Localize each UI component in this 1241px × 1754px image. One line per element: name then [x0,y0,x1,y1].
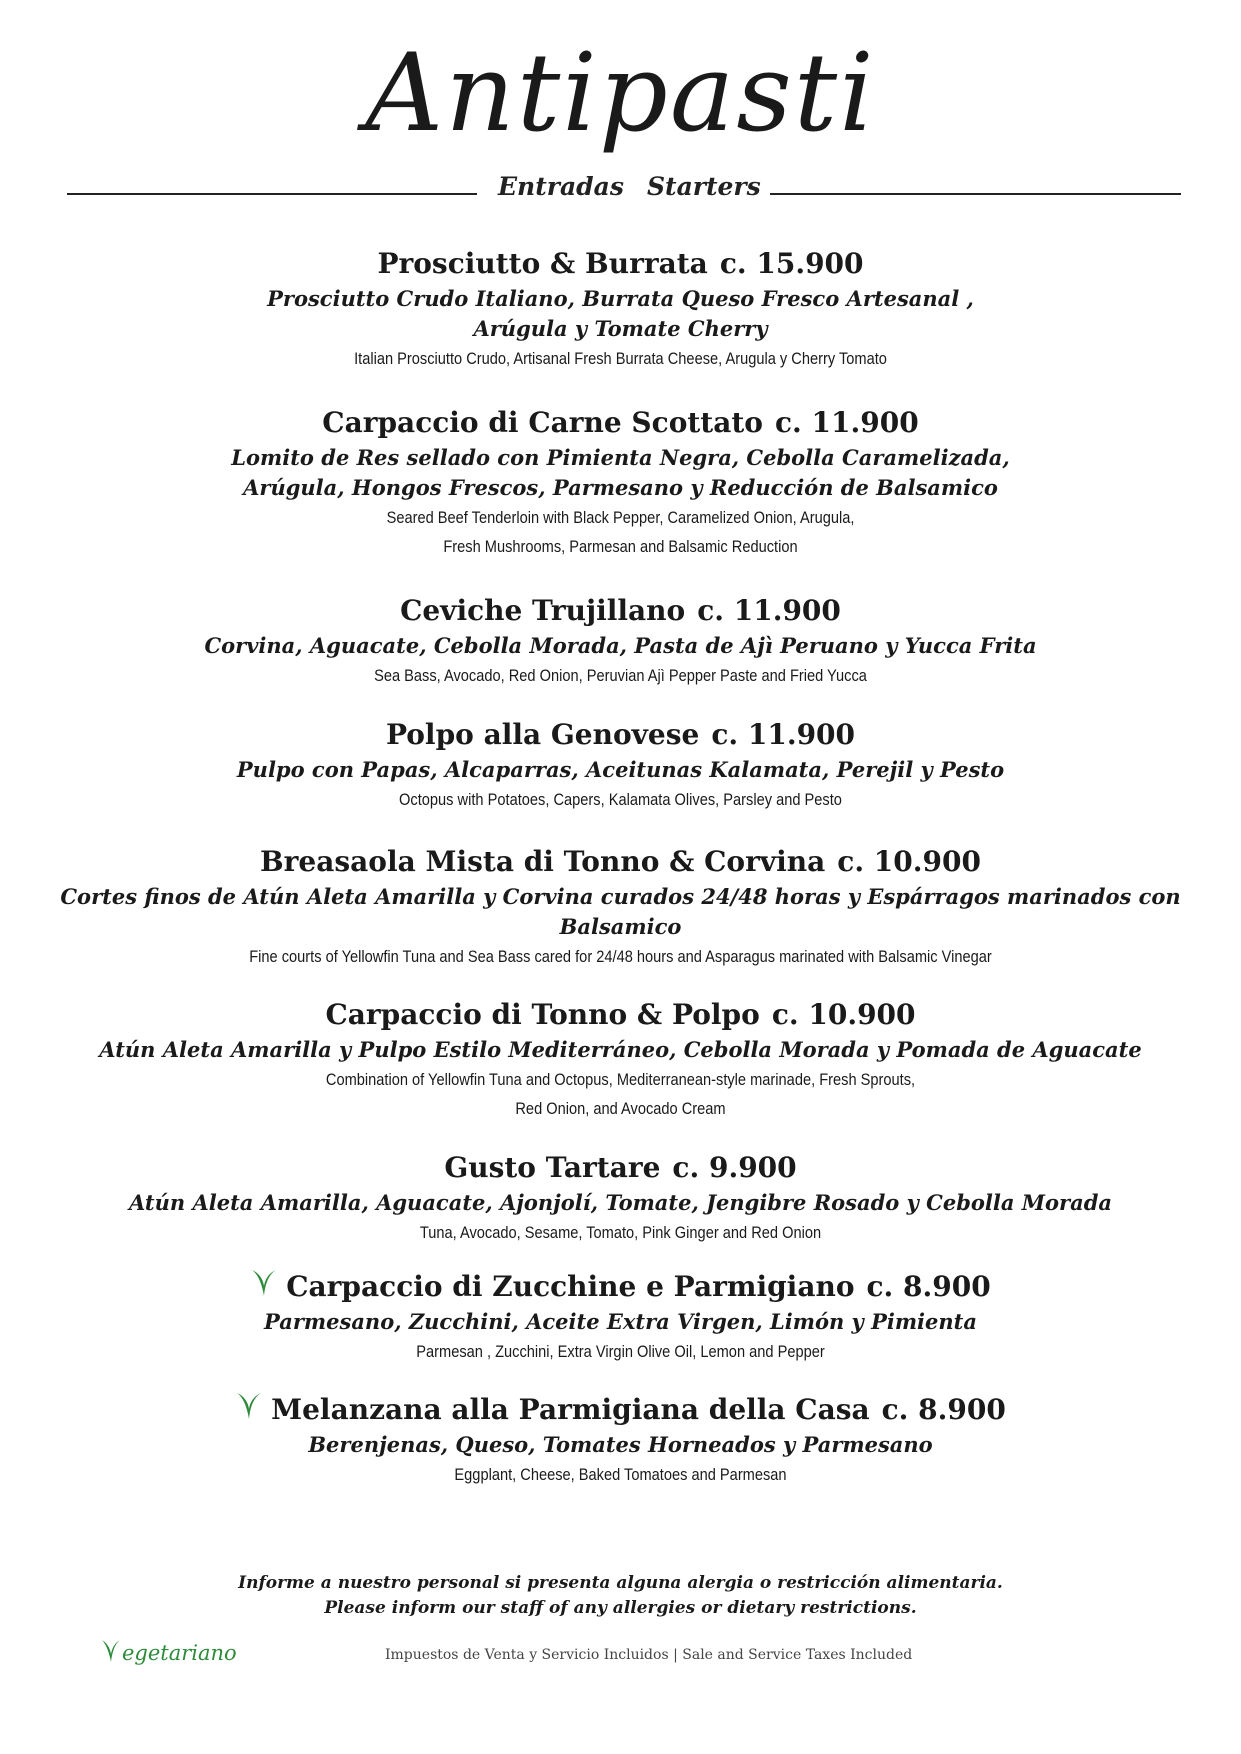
menu-item [0,244,1241,373]
menu-item-description-es: Parmesano, Zucchini, Aceite Extra Virgen, Limón y Pimienta [264,1309,977,1334]
menu-item-description-en: Seared Beef Tenderloin with Black Pepper, Caramelized Onion, Arugula, [386,508,855,527]
menu-item-name: Prosciutto & Burrata [377,247,708,280]
allergy-notice [0,1571,1241,1621]
menu-item-description-es: Berenjenas, Queso, Tomates Horneados y Parmesano [308,1432,933,1457]
menu-item-price: c. 10.900 [771,998,916,1031]
subtitle-english: Starters [647,172,761,201]
menu-item-description-es: Lomito de Res sellado con Pimienta Negra, Cebolla Caramelizada, [231,445,1010,470]
menu-item [0,842,1241,971]
menu-item-description-en: Red Onion, and Avocado Cream [515,1099,726,1118]
menu-item-description-en: Parmesan , Zucchini, Extra Virgin Olive Oil, Lemon and Pepper [416,1342,825,1361]
menu-item-description-es: Atún Aleta Amarilla, Aguacate, Ajonjolí, Tomate, Jengibre Rosado y Cebolla Morada [129,1190,1112,1215]
menu-item-heading [0,244,1241,284]
allergy-notice-en: Please inform our staff of any allergies or dietary restrictions. [324,1598,917,1618]
menu-item [0,1148,1241,1247]
menu-item-heading [0,1390,1241,1430]
menu-item-price: c. 8.900 [881,1393,1006,1426]
menu-item-price: c. 11.900 [711,718,856,751]
menu-item-price: c. 8.900 [866,1270,991,1303]
menu-item-heading [0,403,1241,443]
menu-item-description-es: Atún Aleta Amarilla y Pulpo Estilo Mediterráneo, Cebolla Morada y Pomada de Aguacate [99,1037,1142,1062]
vegetarian-legend-label: egetariano [122,1641,237,1665]
menu-item [0,591,1241,690]
menu-item-heading [0,715,1241,755]
menu-item-name: Polpo alla Genovese [385,718,700,751]
menu-item-description-es: Prosciutto Crudo Italiano, Burrata Queso Fresco Artesanal , [267,286,974,311]
menu-items [0,244,1241,1489]
menu-item-description-en: Italian Prosciutto Crudo, Artisanal Fresh Burrata Cheese, Arugula y Cherry Tomato [354,349,887,368]
menu-item-name: Carpaccio di Tonno & Polpo [325,998,760,1031]
menu-item-description-en: Octopus with Potatoes, Capers, Kalamata Olives, Parsley and Pesto [399,790,842,809]
menu-item-description-en: Sea Bass, Avocado, Red Onion, Peruvian Ajì Pepper Paste and Fried Yucca [374,666,867,685]
menu-item-name: Carpaccio di Zucchine e Parmigiano [286,1270,855,1303]
menu-item-description-es: Arúgula y Tomate Cherry [473,316,768,341]
menu-item-description-en: Tuna, Avocado, Sesame, Tomato, Pink Ginger and Red Onion [419,1223,822,1242]
menu-item-price: c. 15.900 [719,247,864,280]
menu-item-description-es: Pulpo con Papas, Alcaparras, Aceitunas Kalamata, Perejil y Pesto [236,757,1005,782]
vegetarian-icon [235,1391,263,1421]
menu-item-description-en: Fine courts of Yellowfin Tuna and Sea Bass cared for 24/48 hours and Asparagus marinated with Balsamic Vinegar [249,947,992,966]
vegetarian-leaf-icon [100,1638,122,1664]
menu-title: Antipasti [365,31,876,156]
header-rule-right [770,193,1181,195]
menu-item-heading [0,995,1241,1035]
menu-item-name: Gusto Tartare [444,1151,661,1184]
menu-item-name: Breasaola Mista di Tonno & Corvina [260,845,826,878]
menu-item-price: c. 11.900 [774,406,919,439]
menu-item-price: c. 9.900 [672,1151,797,1184]
menu-item [0,403,1241,561]
menu-item [0,715,1241,814]
menu-item-heading [0,1148,1241,1188]
menu-item-price: c. 11.900 [697,594,841,627]
menu-item-heading [0,842,1241,882]
menu-item [0,995,1241,1123]
menu-item-heading [0,1267,1241,1307]
menu-item-heading [0,591,1241,631]
menu-item-description-es: Arúgula, Hongos Frescos, Parmesano y Reducción de Balsamico [243,475,998,500]
subtitle-spanish: Entradas [498,172,624,201]
menu-item-price: c. 10.900 [837,845,981,878]
vegetarian-legend [100,1638,237,1665]
menu-item-name: Carpaccio di Carne Scottato [322,406,763,439]
vegetarian-icon [250,1268,278,1298]
menu-item-description-es: Cortes finos de Atún Aleta Amarilla y Corvina curados 24/48 horas y Espárragos marinados con Balsamico [60,884,1181,939]
menu-item-description-en: Eggplant, Cheese, Baked Tomatoes and Parmesan [454,1465,787,1484]
taxes-notice: Impuestos de Venta y Servicio Incluidos | Sale and Service Taxes Included [385,1647,913,1663]
header-rule-left [67,193,477,195]
menu-item [0,1267,1241,1366]
allergy-notice-es: Informe a nuestro personal si presenta alguna alergia o restricción alimentaria. [238,1573,1003,1593]
menu-item-description-es: Corvina, Aguacate, Cebolla Morada, Pasta de Ajì Peruano y Yucca Frita [204,633,1037,658]
menu-item-description-en: Fresh Mushrooms, Parmesan and Balsamic Reduction [443,537,798,556]
menu-item-name: Ceviche Trujillano [400,594,686,627]
menu-item [0,1390,1241,1489]
menu-item-description-en: Combination of Yellowfin Tuna and Octopus, Mediterranean-style marinade, Fresh Sprouts, [325,1070,916,1089]
menu-item-name: Melanzana alla Parmigiana della Casa [271,1393,870,1426]
